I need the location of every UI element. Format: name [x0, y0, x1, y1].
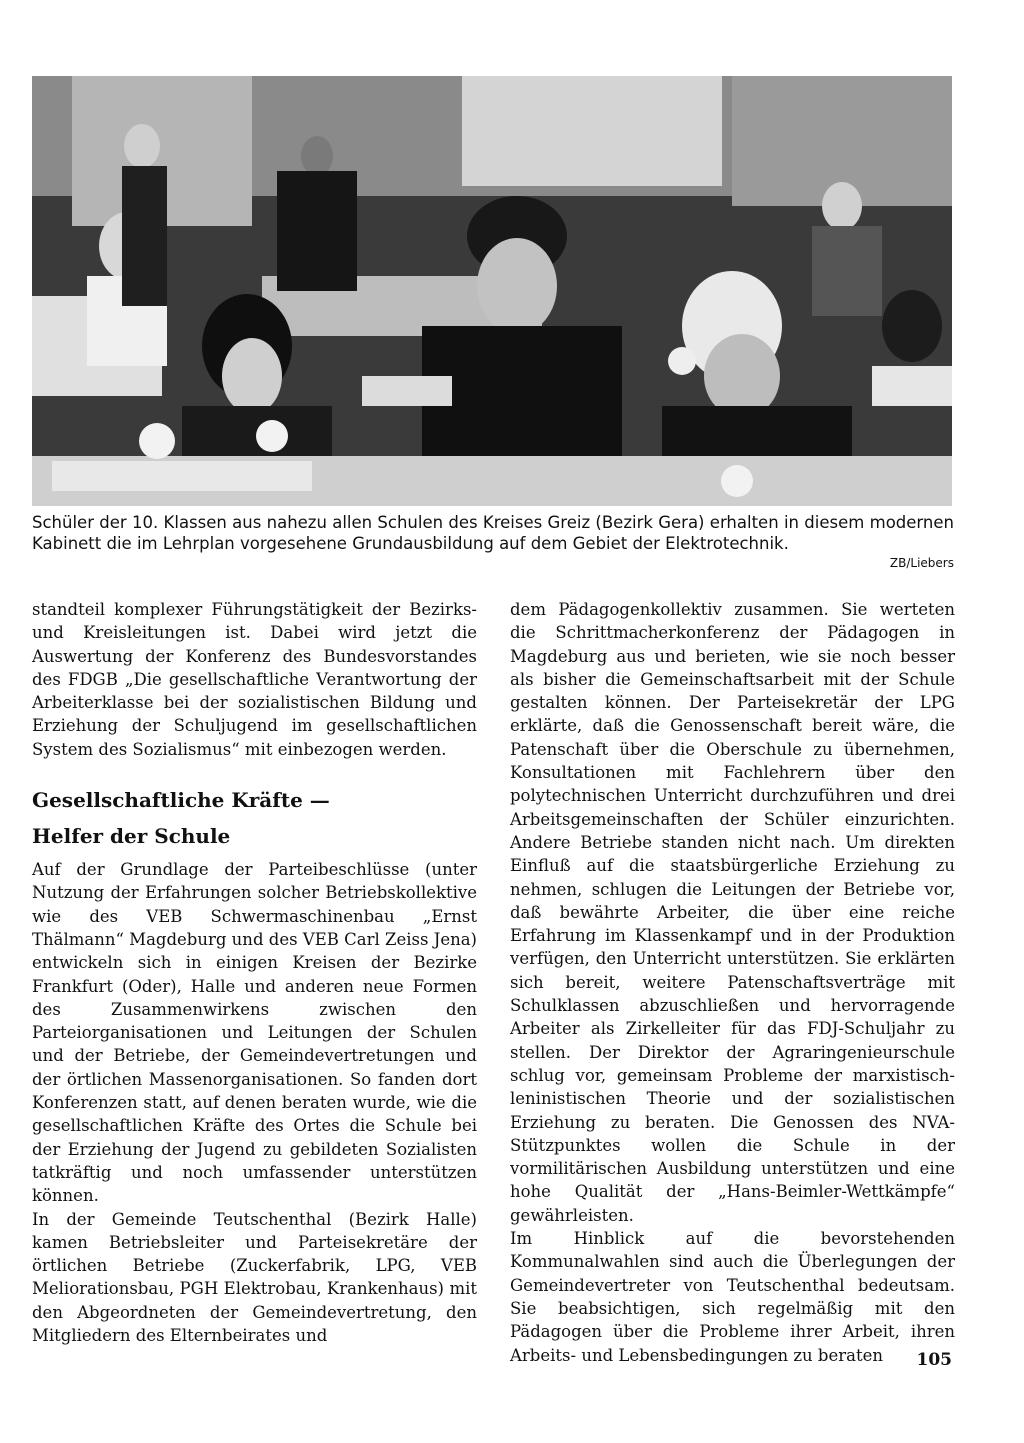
- classroom-photo: [32, 76, 952, 506]
- photo-illustration: [32, 76, 952, 506]
- page-number: 105: [916, 1350, 952, 1370]
- section-heading-line-1: Gesellschaftliche Kräfte —: [32, 788, 330, 813]
- left-column: [32, 598, 477, 1347]
- photo-credit: ZB/Liebers: [889, 556, 954, 570]
- right-paragraph-2: Im Hinblick auf die bevorstehenden Kommunalwahlen sind auch die Überlegungen der Gemeindevertreter von Teutschenthal bedeutsam. Sie beabsichtigen, sich regelmäßig mit den Pädagogen über die Probleme ihrer Arbeit, ihren Arbeits- und Lebensbedingungen zu beraten: [510, 1229, 955, 1365]
- left-paragraph-3: In der Gemeinde Teutschenthal (Bezirk Halle) kamen Betriebsleiter und Parteisekretäre der örtlichen Betriebe (Zuckerfabrik, LPG, VEB Meliorationsbau, PGH Elektrobau, Krankenhaus) mit den Abgeordneten der Gemeindevertretung, den Mitgliedern des Elternbeirates und: [32, 1209, 477, 1346]
- left-paragraph-1: standteil komplexer Führungstätigkeit der Bezirks- und Kreisleitungen ist. Dabei wird jetzt die Auswertung der Konferenz des Bundesvorstandes des FDGB „Die gesellschaftliche Verantwortung der Arbeiterklasse bei der sozialistischen Bildung und Erziehung der Schuljugend im gesellschaftlichen System des Sozialismus“ mit einbezogen werden.: [32, 600, 477, 759]
- photo-caption: Schüler der 10. Klassen aus nahezu allen Schulen des Kreises Greiz (Bezirk Gera) erhalten in diesem modernen Kabinett die im Lehrplan vorgesehene Grundausbildung auf dem Gebiet der Elektrotechnik.: [32, 513, 954, 553]
- right-column: [510, 598, 955, 1367]
- section-heading-line-2: Helfer der Schule: [32, 824, 231, 849]
- right-paragraph-1: dem Pädagogenkollektiv zusammen. Sie werteten die Schrittmacherkonferenz der Pädagogen in Magdeburg aus und berieten, wie sie noch besser als bisher die Gemeinschaftsarbeit mit der Schule gestalten können. Der Parteisekretär der LPG erklärte, daß die Genossenschaft bereit wäre, die Patenschaft über die Oberschule zu übernehmen, Konsultationen mit Fachlehrern über den polytechnischen Unterricht durchzuführen und drei Arbeitsgemeinschaften der Schüler einzurichten. Andere Betriebe standen nicht nach. Um direkten Einfluß auf die staatsbürgerliche Erziehung zu nehmen, schlugen die Leitungen der Betriebe vor, daß bewährte Arbeiter, die über eine reiche Erfahrung im Klassenkampf und in der Produktion verfügen, den Unterricht unterstützen. Sie erklärten sich bereit, weitere Patenschaftsverträge mit Schulklassen abzuschließen und hervorragende Arbeiter als Zirkelleiter für das FDJ-Schuljahr zu stellen. Der Direktor der Agraringenieurschule schlug vor, gemeinsam Probleme der marxistisch-leninistischen Theorie und der sozialistischen Erziehung zu beraten. Die Genossen des NVA-Stützpunktes wollen die Schule in der vormilitärischen Ausbildung unterstützen und eine hohe Qualität der „Hans-Beimler-Wettkämpfe“ gewährleisten.: [510, 600, 955, 1225]
- left-paragraph-2: Auf der Grundlage der Parteibeschlüsse (unter Nutzung der Erfahrungen solcher Betriebskollektive wie des VEB Schwermaschinenbau „Ernst Thälmann“ Magdeburg und des VEB Carl Zeiss Jena) entwickeln sich in einigen Kreisen der Bezirke Frankfurt (Oder), Halle und anderen neue Formen des Zusammenwirkens zwischen den Parteiorganisationen und Leitungen der Schulen und der Betriebe, der Gemeindevertretungen und der örtlichen Massenorganisationen. So fanden dort Konferenzen statt, auf denen beraten wurde, wie die gesellschaftlichen Kräfte des Ortes die Schule bei der Erziehung der Jugend zu gebildeten Sozialisten tatkräftig und noch umfassender unterstützen können.: [32, 860, 477, 1206]
